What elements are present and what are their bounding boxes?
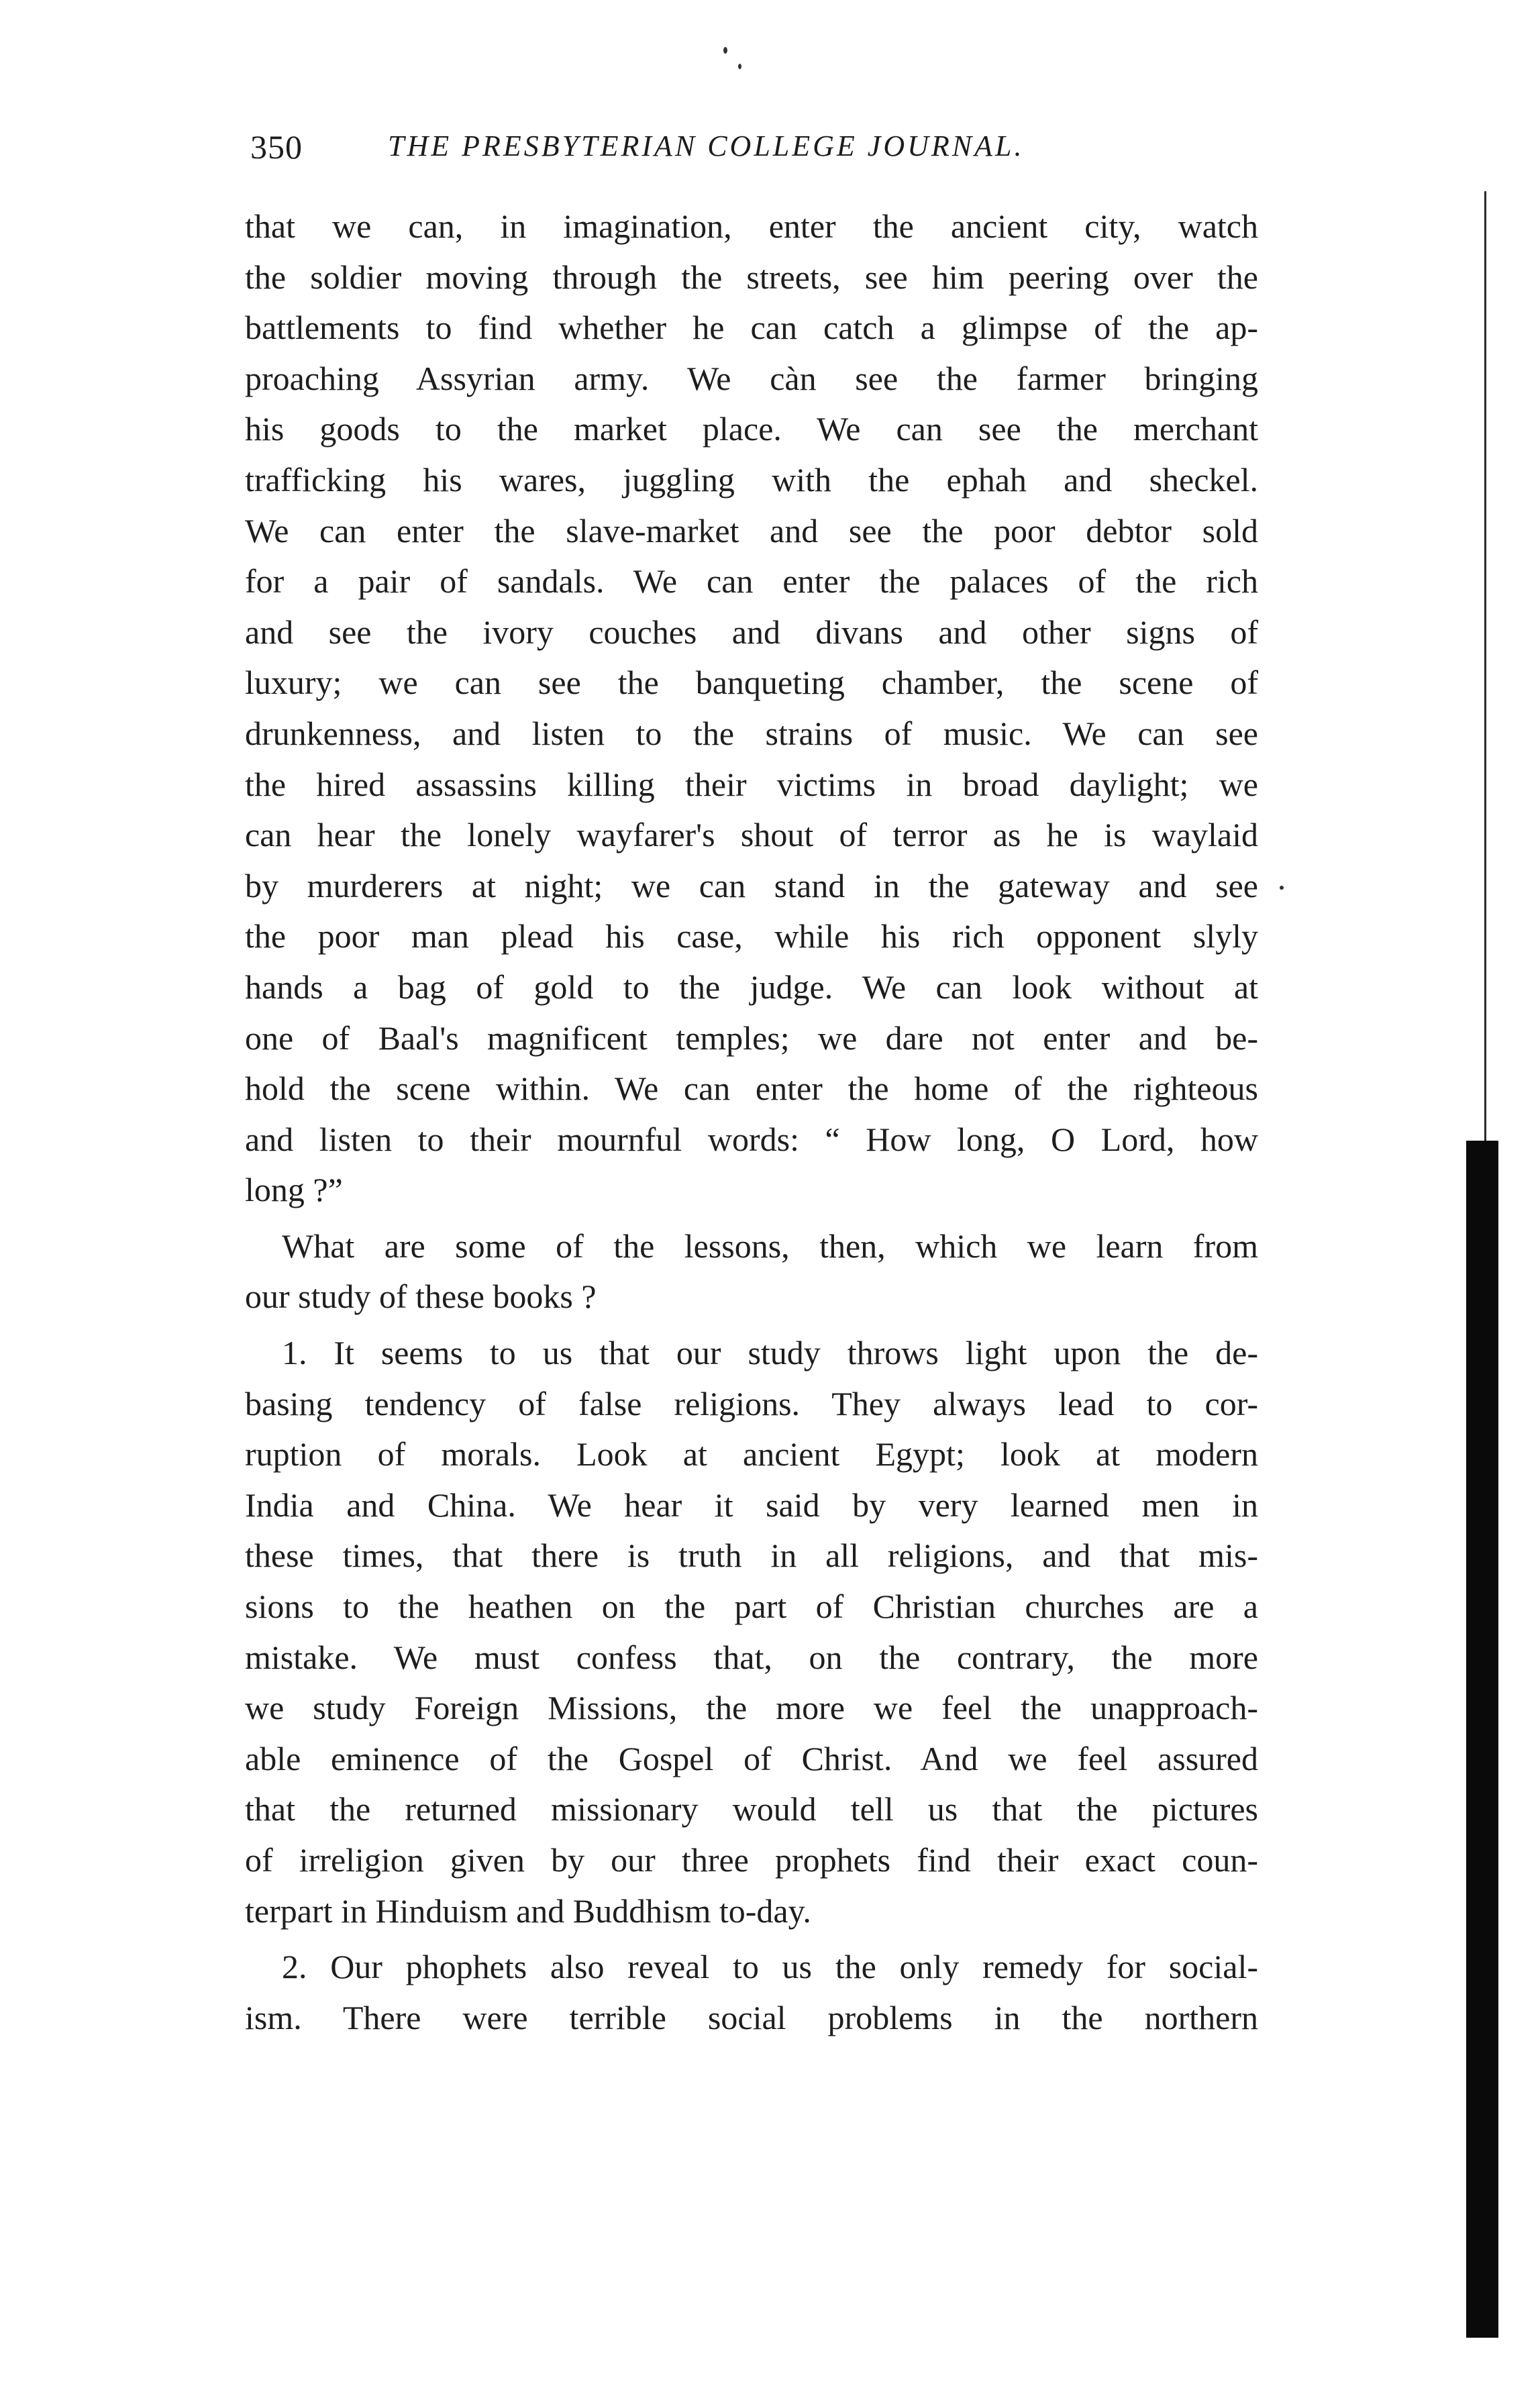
text-line: his goods to the market place. We can see the merchant	[245, 410, 1258, 448]
text-line: one of Baal's magnificent temples; we dare not enter and be-	[245, 1019, 1258, 1057]
text-line: India and China. We hear it said by very learned men in	[245, 1486, 1258, 1524]
text-line: ruption of morals. Look at ancient Egypt; look at modern	[245, 1435, 1258, 1473]
scan-edge-line	[1484, 191, 1486, 1141]
body-text	[245, 201, 1258, 2043]
text-line: terpart in Hinduism and Buddhism to-day.	[245, 1891, 811, 1930]
text-line: able eminence of the Gospel of Christ. And we feel assured	[245, 1739, 1258, 1777]
scan-speck	[723, 47, 727, 54]
page-number: 350	[250, 128, 303, 166]
text-line: for a pair of sandals. We can enter the palaces of the rich	[245, 562, 1258, 601]
text-line: long ?”	[245, 1171, 343, 1209]
text-line: drunkenness, and listen to the strains of music. We can see	[245, 714, 1258, 752]
paragraph-3	[245, 1328, 1258, 1936]
text-line: basing tendency of false religions. They always lead to cor-	[245, 1384, 1258, 1422]
text-line: the poor man plead his case, while his rich opponent slyly	[245, 917, 1258, 955]
text-line: trafficking his wares, juggling with the ephah and sheckel.	[245, 460, 1258, 499]
text-line: and see the ivory couches and divans and other signs of	[245, 613, 1258, 651]
text-line: What are some of the lessons, then, which we learn from	[282, 1227, 1258, 1265]
text-line: that we can, in imagination, enter the ancient city, watch	[245, 207, 1258, 245]
text-line: we study Foreign Missions, the more we feel the unapproach-	[245, 1689, 1258, 1727]
text-line: ism. There were terrible social problems in the northern	[245, 1998, 1258, 2036]
scan-speck	[1280, 886, 1284, 890]
text-line: of irreligion given by our three prophets find their exact coun-	[245, 1841, 1258, 1879]
scan-speck	[738, 64, 741, 69]
text-line: by murderers at night; we can stand in the gateway and see	[245, 866, 1258, 904]
text-line: hold the scene within. We can enter the home of the righteous	[245, 1070, 1258, 1108]
text-line: the hired assassins killing their victims in broad daylight; we	[245, 765, 1258, 803]
text-line: hands a bag of gold to the judge. We can look without at	[245, 968, 1258, 1006]
text-line: battlements to find whether he can catch a glimpse of the ap-	[245, 309, 1258, 347]
scan-edge-shadow	[1466, 1141, 1498, 2338]
text-line: can hear the lonely wayfarer's shout of terror as he is waylaid	[245, 816, 1258, 854]
paragraph-4	[245, 1942, 1258, 2043]
text-line: our study of these books ?	[245, 1278, 597, 1316]
text-line: 1. It seems to us that our study throws light upon the de-	[282, 1334, 1258, 1372]
paragraph-1	[245, 201, 1258, 1216]
text-line: mistake. We must confess that, on the contrary, the more	[245, 1638, 1258, 1676]
paragraph-2	[245, 1221, 1258, 1322]
text-line: and listen to their mournful words: “ How long, O Lord, how	[245, 1120, 1258, 1158]
text-line: We can enter the slave-market and see the poor debtor sold	[245, 511, 1258, 550]
text-line: these times, that there is truth in all religions, and that mis-	[245, 1537, 1258, 1575]
text-line: luxury; we can see the banqueting chamber, the scene of	[245, 664, 1258, 702]
text-line: the soldier moving through the streets, see him peering over the	[245, 258, 1258, 296]
journal-title: THE PRESBYTERIAN COLLEGE JOURNAL.	[388, 129, 1025, 162]
text-line: proaching Assyrian army. We càn see the farmer bringing	[245, 359, 1258, 397]
text-line: that the returned missionary would tell us that the pictures	[245, 1790, 1258, 1828]
text-line: 2. Our phophets also reveal to us the only remedy for social-	[282, 1948, 1258, 1986]
running-head	[250, 127, 1257, 174]
text-line: sions to the heathen on the part of Christian churches are a	[245, 1588, 1258, 1626]
